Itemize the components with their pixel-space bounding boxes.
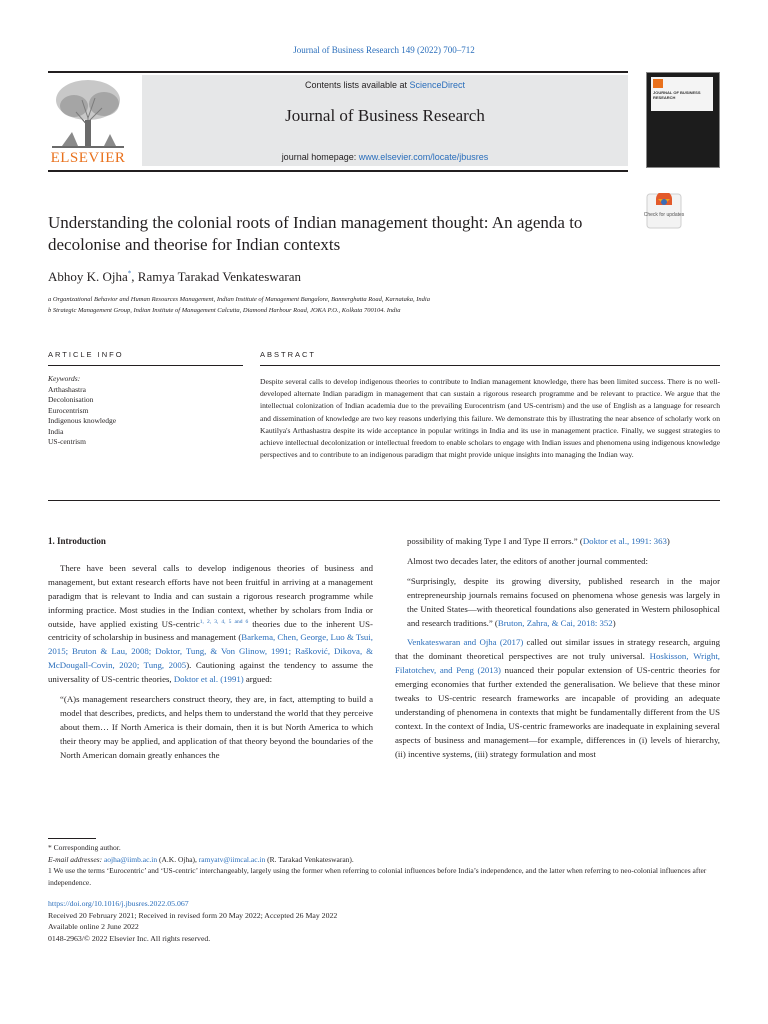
block-quote: “(A)s management researchers construct theory, they are, in fact, attempting to build a model that describes, predicts, and helps them to understand the world that they perceive about them… If North America is their domain, then it is but North America to which their theory may be applied, and application of that theory beyond the boundaries of the North American domain greatly enhances the <box>60 694 373 760</box>
keyword: Decolonisation <box>48 395 94 404</box>
corresponding-author-mark[interactable]: * <box>127 269 132 278</box>
abstract-bottom-rule <box>48 500 720 501</box>
contents-line: Contents lists available at ScienceDirect <box>304 80 466 90</box>
paragraph: Almost two decades later, the editors of another journal commented: <box>407 555 648 566</box>
journal-cover-thumbnail[interactable] <box>646 72 720 168</box>
received-dates: Received 20 February 2021; Received in revised form 20 May 2022; Accepted 26 May 2022 <box>48 910 338 920</box>
journal-title: Journal of Business Research <box>285 106 485 125</box>
block-quote: “Surprisingly, despite its growing diversity, published research in the major entrepreneurship journals remains focused on phenomena whose genesis was largely in the United States—with theoretical foundations also generated in Western philosophical and research traditions.” (Bruton, Zahra, & Cai, 2018: 352) <box>407 575 720 628</box>
article-title: Understanding the colonial roots of Indian management thought: An agenda to decolonise and theorise for Indian contexts <box>48 213 583 254</box>
affiliation-b: b Strategic Management Group, Indian Institute of Management Calcutta, Diamond Harbour Road, JOKA P.O., Kolkata 700104. India <box>48 307 401 314</box>
sciencedirect-link[interactable]: ScienceDirect <box>409 80 466 90</box>
journal-reference-link[interactable]: Journal of Business Research 149 (2022) 700–712 <box>293 45 475 55</box>
cover-title: JOURNAL OF BUSINESS RESEARCH <box>653 90 701 100</box>
section-heading-introduction: 1. Introduction <box>48 536 106 546</box>
available-online: Available online 2 June 2022 <box>48 922 139 931</box>
paragraph: There have been several calls to develop indigenous theories of business and management, but extant research efforts have not been fruitful in arriving at a management paradigm that is relevant to India and can sustain a rigorous research programme while informing practice. Most studies in the Indian context, whether by scholars from India or outside, have applied existing US-centric$^{1, 2, 3, 4, 5 and 6}$ theories due to the inherent US-centricity of scholarship in business and management (Barkema, Chen, George, Luo & Tsui, 2015; Bruton & Lau, 2008; Doktor, Tung, & Von Glinow, 1991; Rašković, Dikova, & McDougall-Covin, 2020; Tung, 2005). Cautioning against the tendency to assume the universality of US-centric theories, Doktor et al. (1991) argued: <box>48 562 373 685</box>
keyword: India <box>48 426 64 436</box>
keyword: Indigenous knowledge <box>48 416 117 425</box>
footnote-1: 1 We use the terms ‘Eurocentric’ and ‘US-centric’ interchangeably, largely using the former when referring to colonial influences before India’s independence, and the latter when referring to neo-colonial influences after independence. <box>48 866 707 887</box>
keywords-label: Keywords: <box>48 374 81 383</box>
keyword: Arthashastra <box>48 384 86 394</box>
affiliation-a: a Organizational Behavior and Human Resources Management, Indian Institute of Management Bangalore, Bannerghatta Road, Karnataka, India <box>48 296 430 303</box>
paragraph: Venkateswaran and Ojha (2017) called out similar issues in strategy research, arguing that the dominant theoretical perspectives are not truly universal. Hoskisson, Wright, Filatotchev, and Peng (2013) nuanced their popular extension of US-centric theories for emerging economies that further extended the generalisation. We believe that these minor tweaks to US-centric research frameworks are incapable of providing an adequate understanding of phenomena in contexts that might be fundamentally different from the US context. In the context of India, US-centric frameworks are inadequate in explaining several aspects of business and management—for example, differences in (i) levels of hierarchy, (ii) incentive systems, (iii) strategy formulation and most <box>395 637 720 759</box>
body-column-right <box>395 535 720 762</box>
author-venkateswaran[interactable]: Ramya Tarakad Venkateswaran <box>137 269 302 284</box>
check-for-updates-icon[interactable] <box>646 193 682 229</box>
block-quote-continued: possibility of making Type I and Type II errors.” (Doktor et al., 1991: 363) <box>407 536 670 546</box>
doi-link[interactable]: https://doi.org/10.1016/j.jbusres.2022.05.067 <box>48 899 189 908</box>
cover-elsevier-mark <box>653 79 663 88</box>
abstract-rule <box>260 365 720 366</box>
header-rule-top <box>48 71 628 73</box>
author-line: Abhoy K. Ojha*, Ramya Tarakad Venkateswaran <box>48 269 302 284</box>
keyword: Eurocentrism <box>48 405 89 415</box>
footnotes <box>48 842 720 888</box>
check-for-updates-label: Check for updates <box>643 212 685 218</box>
email-line: E-mail addresses: aojha@iimb.ac.in (A.K. Ojha), ramyatv@iimcal.ac.in (R. Tarakad Venkateswaran). <box>48 854 354 864</box>
body-column-left <box>48 535 373 763</box>
article-info-rule <box>48 365 243 366</box>
article-info-heading: ARTICLE INFO <box>48 350 124 359</box>
homepage-line: journal homepage: www.elsevier.com/locate/jbusres <box>281 152 489 162</box>
copyright: 0148-2963/© 2022 Elsevier Inc. All rights reserved. <box>48 933 211 943</box>
citation-link[interactable]: Venkateswaran and Ojha (2017) <box>407 637 524 648</box>
header-rule-bottom <box>48 170 628 172</box>
journal-homepage-link[interactable]: www.elsevier.com/locate/jbusres <box>358 152 489 162</box>
author-ojha[interactable]: Abhoy K. Ojha <box>48 269 128 284</box>
keywords-list <box>48 374 116 448</box>
footnote-refs[interactable]: 1, 2, 3, 4, 5 and 6 <box>199 618 249 625</box>
corresponding-author-note: * Corresponding author. <box>48 843 121 852</box>
email-link-venkateswaran[interactable]: ramyatv@iimcal.ac.in <box>198 854 266 864</box>
citation-link[interactable]: Bruton, Zahra, & Cai, 2018: 352 <box>497 617 613 628</box>
footnote-rule <box>48 838 96 839</box>
email-link-ojha[interactable]: aojha@iimb.ac.in <box>103 854 158 864</box>
elsevier-wordmark: ELSEVIER <box>50 150 126 166</box>
keyword: US-centrism <box>48 437 86 446</box>
abstract-heading: ABSTRACT <box>260 350 317 359</box>
citation-link[interactable]: Doktor et al., 1991: 363 <box>582 536 667 546</box>
citation-link[interactable]: Doktor et al. (1991) <box>173 674 244 685</box>
publication-info <box>48 898 337 944</box>
abstract-text: Despite several calls to develop indigenous theories to contribute to Indian management knowledge, there has been limited success. There is no well-developed alternate Indian paradigm in management that can sustain a rigorous research programme and be relevant to practice. We argue that the intellectual colonization of Indian academia due to the prevailing Eurocentrism (and US-centrism) and the use of English as a language for research and dissemination of knowledge are two key reasons underlying this failure. We demonstrate this by illustrating the near absence of scholarly work on Kautilya's Arthashastra despite its wide acceptance in popular writings in India and its use in management practice. Finally, we suggest strategies to achieve intellectual decolonization or intellectual freedom to enable scholars to engage with Indian issues and phenomena using indigenous knowledge perspectives and to contribute to an indigenous paradigm that might provide unique insights into managing the Indian way. <box>260 377 720 460</box>
citation-link[interactable]: Hoskisson, Wright, Filatotchev, and Peng (2013) <box>395 651 720 676</box>
citation-link[interactable]: Barkema, Chen, George, Luo & Tsui, 2015; Bruton & Lau, 2008; Doktor, Tung, & Von Glinow, 1991; Rašković, Dikova, & McDougall-Covin, 2020; Tung, 2005 <box>48 632 373 671</box>
